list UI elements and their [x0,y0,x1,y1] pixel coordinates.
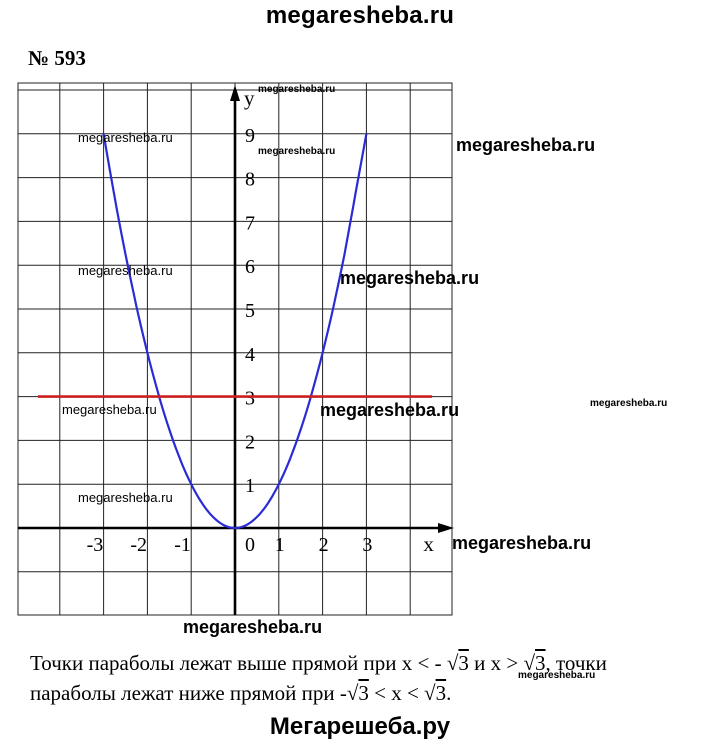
y-tick-label: 4 [245,343,255,366]
watermark: megaresheba.ru [590,398,668,409]
sqrt-symbol: √ [446,651,459,675]
conclusion-text-part: < x < [368,681,425,705]
watermark: megaresheba.ru [258,146,336,157]
watermark: megaresheba.ru [320,400,460,420]
y-tick-label: 3 [245,387,255,410]
x-tick-label: 0 [245,534,255,556]
y-tick-label: 6 [245,256,255,279]
y-tick-label: 5 [245,300,255,322]
conclusion-text [30,648,710,708]
watermark: megaresheba.ru [62,402,157,417]
x-tick-label: 2 [318,534,329,556]
y-tick-label: 2 [245,431,255,454]
conclusion-text-part: и x > [468,651,524,675]
conclusion-line-1 [30,648,710,678]
conclusion-line-2 [30,678,710,708]
watermark: megaresheba.ru [78,263,173,278]
watermark: megaresheba.ru [452,533,592,553]
conclusion-text-part: , точки [545,651,607,675]
sqrt-value: 3 [358,681,369,705]
sqrt-symbol: √ [346,681,359,705]
y-tick-label: 1 [245,475,255,498]
x-tick-label: 3 [362,534,373,556]
sqrt-symbol: √ [424,681,436,705]
sqrt-symbol: √ [523,651,536,675]
watermark: megaresheba.ru [183,617,323,637]
watermark: megaresheba.ru [78,130,173,145]
y-axis-label: y [244,86,255,110]
site-footer: Мегарешеба.ру [269,713,451,740]
conclusion-text-part: параболы лежат ниже прямой при - [30,681,347,705]
sqrt-value: 3 [458,651,469,675]
x-tick-label: 1 [274,534,285,556]
watermark: megaresheba.ru [78,490,173,505]
x-tick-label: -3 [86,534,104,556]
watermark: megaresheba.ru [456,135,596,155]
x-tick-label: -1 [174,534,191,556]
x-axis-label: x [423,532,434,556]
conclusion-text-part: . [446,681,452,705]
sqrt-value: 3 [435,681,447,705]
y-tick-label: 8 [245,168,255,191]
y-axis-arrow [230,85,240,101]
problem-number: № 593 [28,46,86,70]
y-tick-label: 9 [245,124,255,147]
site-header: megaresheba.ru [265,2,455,29]
watermark: megaresheba.ru [258,84,336,95]
chart-axes [18,85,454,615]
watermark: megaresheba.ru [340,268,480,288]
watermark: megaresheba.ru [518,670,596,681]
conclusion-text-part: Точки параболы лежат выше прямой при x < - [30,651,447,675]
y-tick-label: 7 [245,212,255,235]
x-tick-label: -2 [130,534,148,556]
sqrt-value: 3 [535,651,546,675]
